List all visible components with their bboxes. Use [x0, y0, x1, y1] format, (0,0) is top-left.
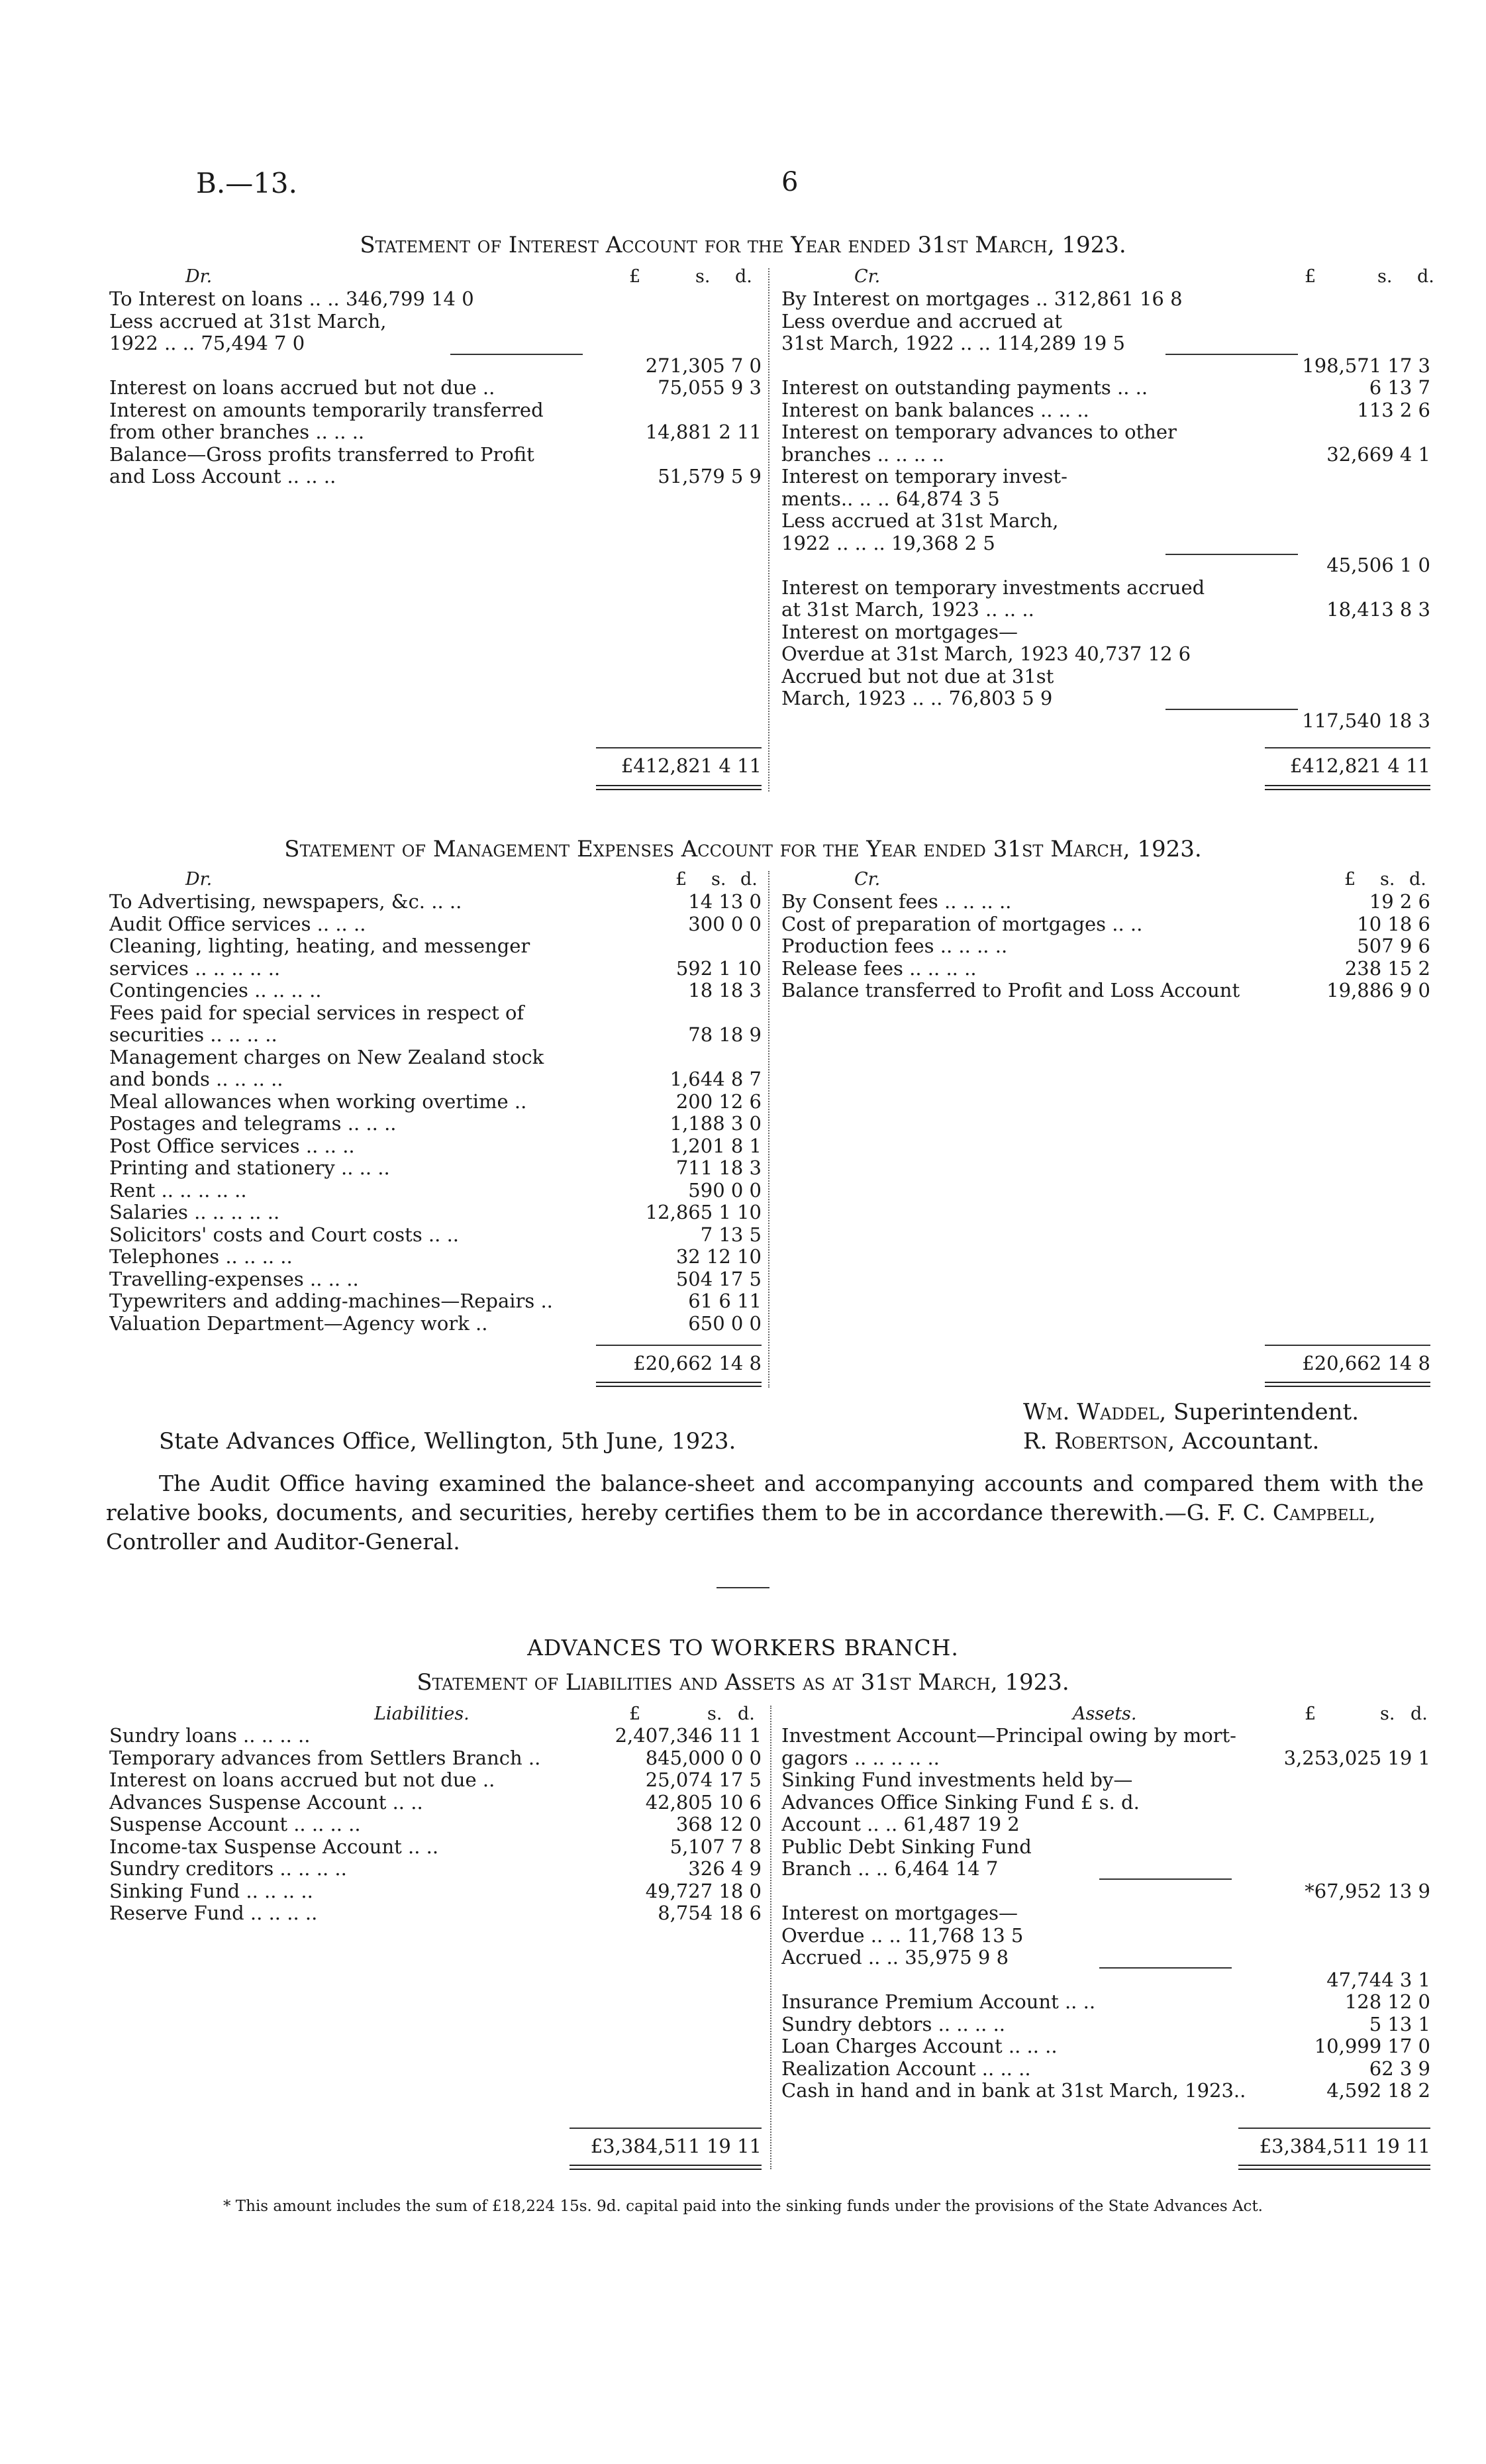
management-divider [768, 871, 769, 1388]
signature-name-2 [1023, 1428, 1319, 1455]
workers-right-list [781, 1725, 1430, 2102]
interest-left-row: Interest on amounts temporarily transferred [109, 399, 544, 421]
workers-left-row: Interest on loans accrued but not due .. 25,074 17 5 [109, 1769, 762, 1791]
workers-right-row: Insurance Premium Account .. .. 128 12 0 [781, 1990, 1430, 2013]
interest-right-pound: £ [1305, 266, 1316, 287]
interest-right-total-rule [1265, 747, 1430, 748]
workers-left-list [109, 1725, 762, 1925]
workers-right-total: £3,384,511 19 11 [1259, 2135, 1430, 2157]
workers-right-s: s. [1380, 1704, 1395, 1724]
workers-left-total-rule [570, 2128, 762, 2129]
interest-left-subrule [450, 354, 583, 355]
workers-right-row: Investment Account—Principal owing by mort- [781, 1725, 1236, 1747]
workers-heading: ADVANCES TO WORKERS BRANCH. [527, 1635, 959, 1661]
management-left-pound: £ [675, 869, 687, 890]
workers-liabilities-label: Liabilities. [374, 1704, 470, 1724]
interest-right-row: Accrued but not due at 31st [781, 665, 1054, 688]
interest-right-total: £412,821 4 11 [1289, 754, 1430, 777]
interest-dr-label: Dr. [185, 266, 213, 287]
management-left-row: To Advertising, newspapers, &c. .. .. 14 13 0 [109, 890, 762, 913]
workers-assets-label: Assets. [1073, 1704, 1137, 1724]
management-right-row: Balance transferred to Profit and Loss Account 19,886 9 0 [781, 979, 1430, 1001]
interest-right-row: March, 1923 .. .. 76,803 5 9 [781, 688, 1053, 709]
signature-place: State Advances Office, Wellington, 5th June, 1923. [159, 1428, 736, 1455]
management-left-row: Travelling-expenses .. .. .. 504 17 5 [109, 1267, 762, 1290]
interest-left-row: To Interest on loans .. .. 346,799 14 0 [109, 288, 474, 310]
workers-left-row: Sundry loans .. .. .. .. 2,407,346 11 1 [109, 1724, 762, 1747]
workers-left-row: Sundry creditors .. .. .. .. 326 4 9 [109, 1857, 762, 1880]
interest-left-row: and Loss Account .. .. .. 51,579 5 9 [109, 465, 762, 488]
management-left-row: services .. .. .. .. .. 592 1 10 [109, 956, 762, 980]
interest-left-row: Less accrued at 31st March, [109, 310, 387, 333]
workers-right-row: Account .. .. 61,487 19 2 [781, 1814, 1020, 1835]
management-left-total: £20,662 14 8 [633, 1352, 762, 1374]
management-left-row: Fees paid for special services in respect of [109, 1001, 524, 1024]
workers-right-d: d. [1411, 1704, 1428, 1724]
workers-right-row: Branch .. .. 6,464 14 7 [781, 1858, 999, 1880]
workers-left-s: s. [707, 1704, 722, 1724]
management-left-row: Cleaning, lighting, heating, and messenger [109, 935, 530, 957]
workers-left-row: Advances Suspense Account .. .. 42,805 10 6 [109, 1790, 762, 1814]
interest-left-row: Interest on loans accrued but not due .. 75,055 9 3 [109, 376, 762, 399]
interest-left-total-dbl [596, 785, 762, 790]
workers-right-row: Overdue .. .. 11,768 13 5 [781, 1924, 1024, 1947]
signature-role-2: Accountant. [1182, 1428, 1320, 1455]
interest-right-row: Interest on outstanding payments .. .. 6 13 7 [781, 376, 1430, 399]
interest-left-row: 271,305 7 0 [645, 354, 762, 377]
workers-right-row: Sundry debtors .. .. .. .. 5 13 1 [781, 2012, 1430, 2035]
interest-left-row: Balance—Gross profits transferred to Profit [109, 443, 534, 466]
management-left-row: Salaries .. .. .. .. .. 12,865 1 10 [109, 1201, 762, 1223]
management-left-row: Audit Office services .. .. .. 300 0 0 [109, 912, 762, 935]
footnote: * This amount includes the sum of £18,224 15s. 9d. capital paid into the sinking funds under the provisions of the State Advances Act. [223, 2198, 1263, 2215]
workers-left-row: Suspense Account .. .. .. .. 368 12 0 [109, 1813, 762, 1835]
interest-right-row: 45,506 1 0 [1326, 554, 1430, 576]
audit-signer: G. F. C. Campbell, [1186, 1500, 1376, 1525]
management-left-d: d. [740, 869, 758, 890]
management-right-total: £20,662 14 8 [1302, 1352, 1430, 1374]
interest-right-row: Interest on bank balances .. .. .. 113 2 6 [781, 398, 1430, 421]
management-right-row: Cost of preparation of mortgages .. .. 10 18 6 [781, 912, 1430, 935]
management-right-row: By Consent fees .. .. .. .. 19 2 6 [781, 890, 1430, 913]
interest-right-row: 198,571 17 3 [1302, 354, 1430, 377]
workers-right-row: *67,952 13 9 [1305, 1879, 1430, 1902]
management-left-row: Meal allowances when working overtime .. 200 12 6 [109, 1090, 762, 1113]
interest-right-subrule [1165, 354, 1298, 355]
workers-divider [770, 1706, 771, 2169]
management-right-total-dbl [1265, 1382, 1430, 1387]
workers-right-row: Advances Office Sinking Fund £ s. d. [781, 1791, 1140, 1814]
management-right-d: d. [1409, 869, 1426, 890]
workers-left-d: d. [738, 1704, 755, 1724]
management-left-row: Post Office services .. .. .. 1,201 8 1 [109, 1134, 762, 1157]
interest-left-list [109, 288, 762, 488]
audit-certificate [106, 1469, 1424, 1557]
interest-left-row: from other branches .. .. .. 14,881 2 11 [109, 421, 762, 443]
management-title: Statement of Management Expenses Account for the Year ended 31st March, 1923. [284, 836, 1202, 862]
management-left-row: and bonds .. .. .. .. 1,644 8 7 [109, 1068, 762, 1090]
workers-left-total: £3,384,511 19 11 [590, 2135, 762, 2157]
interest-cr-label: Cr. [854, 266, 881, 287]
management-left-row: Telephones .. .. .. .. 32 12 10 [109, 1245, 762, 1268]
management-left-total-rule [596, 1345, 762, 1346]
management-left-s: s. [711, 869, 726, 890]
interest-right-s: s. [1377, 266, 1393, 287]
management-left-row: Valuation Department—Agency work .. 650 0 0 [109, 1311, 762, 1335]
interest-left-row: 1922 .. .. 75,494 7 0 [109, 333, 305, 354]
interest-left-s: s. [695, 266, 711, 287]
management-right-s: s. [1380, 869, 1395, 890]
interest-left-pound: £ [629, 266, 641, 287]
interest-divider [768, 268, 769, 792]
management-left-row: Solicitors' costs and Court costs .. .. 7 13 5 [109, 1223, 762, 1246]
workers-right-row: Realization Account .. .. .. 62 3 9 [781, 2057, 1430, 2080]
workers-left-row: Income-tax Suspense Account .. .. 5,107 7 8 [109, 1835, 762, 1858]
management-left-row: Contingencies .. .. .. .. 18 18 3 [109, 979, 762, 1001]
management-cr-label: Cr. [854, 869, 881, 890]
signature-name-1-text: Wm. Waddel, [1023, 1399, 1167, 1425]
workers-right-row: 47,744 3 1 [1326, 1968, 1430, 1991]
interest-right-row: 117,540 18 3 [1302, 709, 1430, 732]
interest-right-list [781, 288, 1430, 732]
interest-right-row: Interest on temporary advances to other [781, 421, 1177, 443]
interest-right-total-dbl [1265, 785, 1430, 790]
interest-right-row: at 31st March, 1923 .. .. .. 18,413 8 3 [781, 598, 1430, 621]
workers-right-total-dbl [1238, 2165, 1430, 2170]
management-dr-label: Dr. [185, 869, 213, 890]
management-left-row: Rent .. .. .. .. .. 590 0 0 [109, 1178, 762, 1202]
workers-right-row: Interest on mortgages— [781, 1902, 1018, 1924]
management-left-row: Postages and telegrams .. .. .. 1,188 3 0 [109, 1112, 762, 1135]
page-ref: B.—13. [196, 167, 298, 199]
workers-left-row: Temporary advances from Settlers Branch .. 845,000 0 0 [109, 1746, 762, 1769]
workers-right-row: Loan Charges Account .. .. .. 10,999 17 0 [781, 2035, 1430, 2057]
workers-right-row: Accrued .. .. 35,975 9 8 [781, 1947, 1009, 1969]
interest-right-row: branches .. .. .. .. 32,669 4 1 [781, 442, 1430, 466]
audit-signer-title: Controller and Auditor-General. [106, 1529, 460, 1555]
management-left-row: securities .. .. .. .. 78 18 9 [109, 1023, 762, 1046]
workers-right-pound: £ [1305, 1704, 1316, 1724]
workers-title: Statement of Liabilities and Assets as at 31st March, 1923. [417, 1669, 1069, 1696]
interest-right-row: 31st March, 1922 .. .. 114,289 19 5 [781, 333, 1125, 354]
management-left-row: Typewriters and adding-machines—Repairs .. 61 6 11 [109, 1290, 762, 1312]
workers-right-total-rule [1238, 2128, 1430, 2129]
interest-right-subrule [1165, 709, 1298, 710]
interest-right-d: d. [1417, 266, 1434, 287]
signature-name-1 [1023, 1399, 1359, 1425]
interest-title: Statement of Interest Account for the Year ended 31st March, 1923. [360, 232, 1126, 258]
interest-right-row: ments.. .. .. 64,874 3 5 [781, 488, 1000, 510]
workers-right-row: Sinking Fund investments held by— [781, 1769, 1133, 1791]
interest-right-row: By Interest on mortgages .. 312,861 16 8 [781, 288, 1183, 310]
management-left-row: Management charges on New Zealand stock [109, 1046, 544, 1068]
management-left-row: Printing and stationery .. .. .. 711 18 3 [109, 1156, 762, 1179]
management-left-total-dbl [596, 1382, 762, 1387]
signature-name-2-text: R. Robertson, [1023, 1428, 1175, 1455]
signature-role-1: Superintendent. [1173, 1399, 1360, 1425]
interest-left-d: d. [735, 266, 752, 287]
workers-right-row: Public Debt Sinking Fund [781, 1835, 1032, 1858]
interest-right-row: 1922 .. .. .. 19,368 2 5 [781, 532, 995, 554]
workers-left-row: Sinking Fund .. .. .. .. 49,727 18 0 [109, 1879, 762, 1902]
section-divider [717, 1587, 769, 1588]
workers-right-row: Cash in hand and in bank at 31st March, 1923.. 4,592 18 2 [781, 2079, 1430, 2102]
management-right-total-rule [1265, 1345, 1430, 1346]
workers-right-row: gagors .. .. .. .. .. 3,253,025 19 1 [781, 1746, 1430, 1769]
management-right-pound: £ [1344, 869, 1356, 890]
interest-right-row: Overdue at 31st March, 1923 40,737 12 6 [781, 643, 1191, 665]
management-right-row: Production fees .. .. .. .. 507 9 6 [781, 935, 1430, 957]
management-right-row: Release fees .. .. .. .. 238 15 2 [781, 956, 1430, 980]
workers-right-subrule [1099, 1967, 1232, 1969]
page-number: 6 [781, 167, 799, 197]
interest-right-row: Less accrued at 31st March, [781, 510, 1059, 532]
workers-right-subrule [1099, 1878, 1232, 1880]
management-left-list [109, 891, 762, 1335]
interest-right-row: Less overdue and accrued at [781, 310, 1062, 333]
workers-left-total-dbl [570, 2165, 762, 2170]
audit-text: The Audit Office having examined the balance-sheet and accompanying accounts and compared them with the relative books, documents, and securities, hereby certifies them to be in accordance therewith.— [106, 1470, 1424, 1525]
workers-left-row: Reserve Fund .. .. .. .. 8,754 18 6 [109, 1902, 762, 1924]
workers-left-pound: £ [629, 1704, 641, 1724]
management-right-list [781, 891, 1430, 1002]
interest-left-total-rule [596, 747, 762, 748]
interest-right-row: Interest on temporary investments accrued [781, 576, 1205, 599]
interest-right-subrule [1165, 554, 1298, 555]
interest-left-total: £412,821 4 11 [620, 754, 762, 777]
interest-right-row: Interest on temporary invest- [781, 466, 1067, 488]
interest-right-row: Interest on mortgages— [781, 621, 1018, 643]
